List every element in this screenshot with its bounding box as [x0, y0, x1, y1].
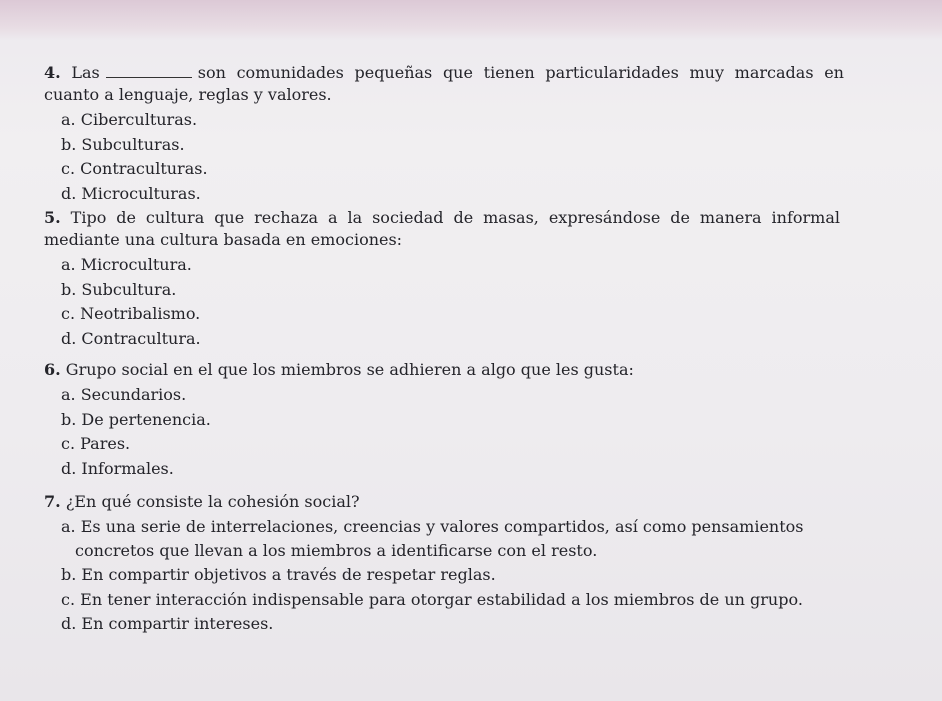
question-number: 4. [44, 63, 61, 82]
option-letter: a. [61, 517, 76, 536]
option-a [61, 515, 874, 563]
question-7-stem [44, 491, 874, 513]
question-4-stem [44, 62, 844, 106]
question-4-stem-before: Las [71, 63, 100, 82]
question-6-stem [44, 359, 844, 381]
option-a-line2: concretos que llevan a los miembros a identificarse con el resto. [75, 541, 598, 560]
question-6-stem-text: Grupo social en el que los miembros se adhieren a algo que les gusta: [65, 360, 634, 379]
option-c: c. Contraculturas. [61, 159, 208, 178]
option-b: b. Subculturas. [61, 134, 185, 154]
option-c: c. Pares. [61, 434, 131, 453]
option-d: d. Contracultura. [61, 328, 201, 348]
option-d: d. Informales. [61, 458, 174, 478]
question-5-stem [44, 207, 840, 251]
option-a-line1: Es una serie de interrelaciones, creencias y valores compartidos, así como pensamientos [80, 517, 804, 536]
question-number: 5. [44, 208, 61, 227]
question-number: 6. [44, 360, 61, 379]
question-4-stem-after: son comunidades pequeñas que tienen particularidades muy marcadas en cuanto a lenguaje, reglas y valores. [44, 63, 844, 104]
option-b: b. En compartir objetivos a través de respetar reglas. [61, 565, 496, 584]
question-5 [44, 207, 840, 351]
option-c: c. En tener interacción indispensable para otorgar estabilidad a los miembros de un grupo. [61, 589, 803, 609]
question-7-stem-text: ¿En qué consiste la cohesión social? [65, 492, 360, 511]
option-a: a. Secundarios. [61, 385, 187, 404]
option-d: d. En compartir intereses. [61, 614, 274, 633]
page-top-shadow [0, 0, 942, 40]
question-5-stem-text: Tipo de cultura que rechaza a la sociedad de masas, expresándose de manera informal mediante una cultura basada en emociones: [44, 208, 840, 249]
question-6 [44, 359, 844, 481]
answer-blank [106, 65, 192, 78]
option-a: a. Microcultura. [61, 255, 192, 274]
option-d: d. Microculturas. [61, 183, 201, 203]
question-number: 7. [44, 492, 61, 511]
option-b: b. De pertenencia. [61, 409, 211, 429]
option-b: b. Subcultura. [61, 279, 177, 299]
question-4 [44, 62, 844, 206]
question-7 [44, 491, 874, 637]
option-c: c. Neotribalismo. [61, 304, 201, 323]
option-a: a. Ciberculturas. [61, 110, 198, 129]
